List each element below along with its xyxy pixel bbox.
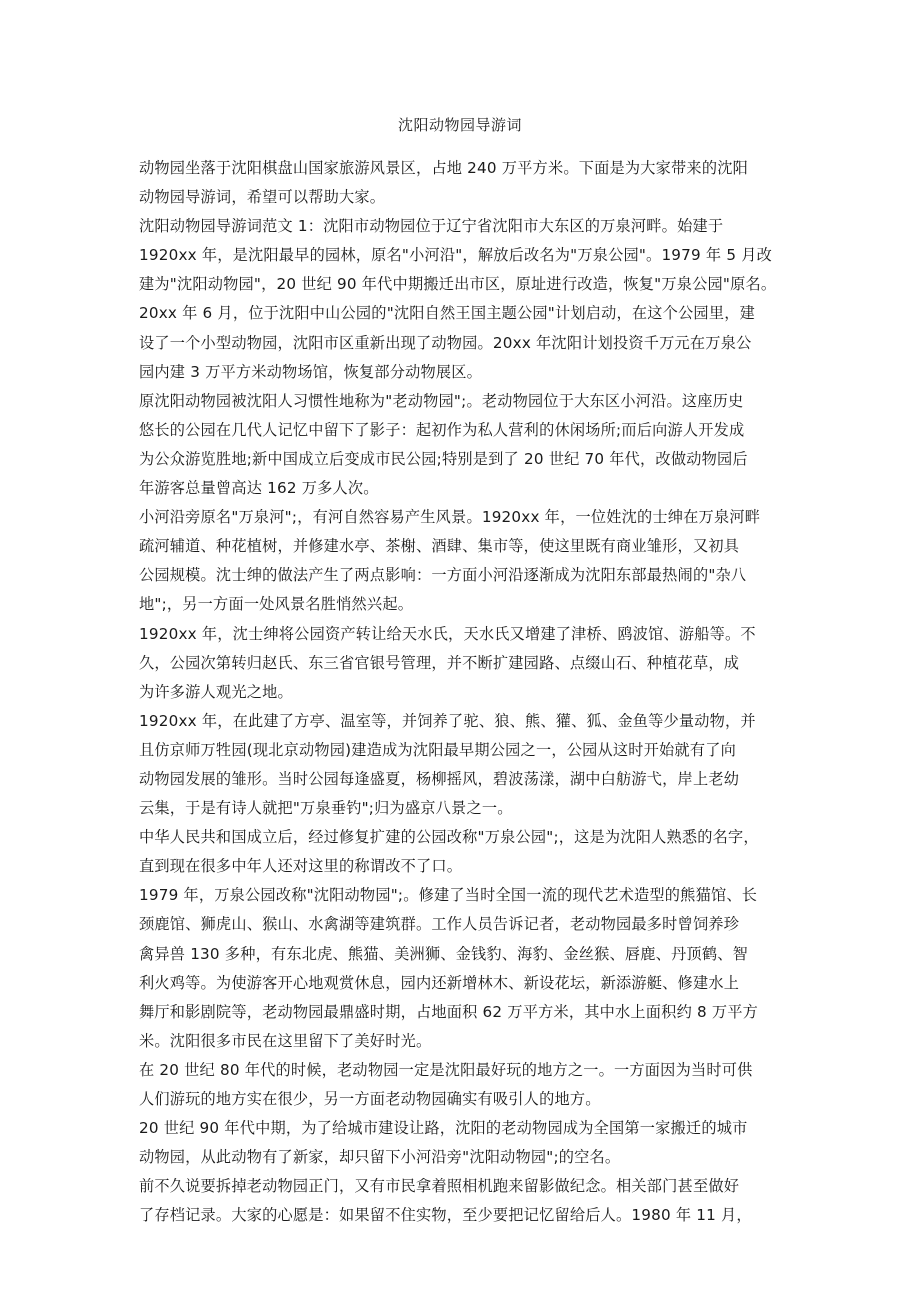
text-line: 1920xx 年，是沈阳最早的园林，原名"小河沿"，解放后改名为"万泉公园"。1979 年 5 月改 <box>139 246 773 265</box>
text-line: 疏河辅道、种花植树，并修建水亭、茶榭、酒肆、集市等，使这里既有商业雏形，又初具 <box>139 537 740 556</box>
text-line: 禽异兽 130 多种，有东北虎、熊猫、美洲狮、金钱豹、海豹、金丝猴、唇鹿、丹顶鹤、智 <box>139 944 748 963</box>
text-line: 为公众游览胜地;新中国成立后变成市民公园;特别是到了 20 世纪 70 年代，改做动物园后 <box>139 449 748 468</box>
text-line: 建为"沈阳动物园"，20 世纪 90 年代中期搬迁出市区，原址进行改造，恢复"万泉公园"原名。 <box>139 275 777 294</box>
text-line: 动物园，从此动物有了新家，却只留下小河沿旁"沈阳动物园";的空名。 <box>139 1148 621 1167</box>
text-line: 为许多游人观光之地。 <box>139 682 293 701</box>
text-line: 云集，于是有诗人就把"万泉垂钓";归为盛京八景之一。 <box>139 799 513 818</box>
text-line: 前不久说要拆掉老动物园正门，又有市民拿着照相机跑来留影做纪念。相关部门甚至做好 <box>139 1177 740 1196</box>
text-line: 且仿京师万牲园(现北京动物园)建造成为沈阳最早期公园之一，公园从这时开始就有了向 <box>139 740 736 759</box>
text-line: 沈阳动物园导游词范文 1：沈阳市动物园位于辽宁省沈阳市大东区的万泉河畔。始建于 <box>139 217 724 236</box>
text-line: 园内建 3 万平方米动物场馆，恢复部分动物展区。 <box>139 362 483 381</box>
document-title: 沈阳动物园导游词 <box>397 116 522 134</box>
text-line: 小河沿旁原名"万泉河";，有河自然容易产生风景。1920xx 年，一位姓沈的士绅在万泉河畔 <box>139 508 761 527</box>
text-line: 了存档记录。大家的心愿是：如果留不住实物，至少要把记忆留给后人。1980 年 11 月， <box>139 1206 752 1225</box>
text-line: 动物园发展的雏形。当时公园每逢盛夏，杨柳摇风，碧波荡漾，湖中白舫游弋，岸上老幼 <box>139 769 740 788</box>
text-line: 悠长的公园在几代人记忆中留下了影子：起初作为私人营利的休闲场所;而后向游人开发成 <box>139 420 745 439</box>
text-line: 动物园导游词，希望可以帮助大家。 <box>139 188 386 207</box>
text-line: 在 20 世纪 80 年代的时候，老动物园一定是沈阳最好玩的地方之一。一方面因为当时可供 <box>139 1060 753 1079</box>
text-line: 动物园坐落于沈阳棋盘山国家旅游风景区，占地 240 万平方米。下面是为大家带来的沈阳 <box>139 159 748 177</box>
text-line: 舞厅和影剧院等，老动物园最鼎盛时期，占地面积 62 万平方米，其中水上面积约 8 万平方 <box>139 1002 759 1021</box>
text-line: 中华人民共和国成立后，经过修复扩建的公园改称"万泉公园";，这是为沈阳人熟悉的名字， <box>139 828 759 847</box>
document-body <box>139 154 794 1230</box>
text-line: 20 世纪 90 年代中期，为了给城市建设让路，沈阳的老动物园成为全国第一家搬迁的城市 <box>139 1119 748 1138</box>
text-line: 原沈阳动物园被沈阳人习惯性地称为"老动物园";。老动物园位于大东区小河沿。这座历史 <box>139 391 744 410</box>
text-line: 年游客总量曾高达 162 万多人次。 <box>139 479 379 498</box>
text-line: 久，公园次第转归赵氏、东三省官银号管理，并不断扩建园路、点缀山石、种植花草，成 <box>139 653 740 672</box>
text-line: 直到现在很多中年人还对这里的称谓改不了口。 <box>139 857 463 876</box>
text-line: 米。沈阳很多市民在这里留下了美好时光。 <box>139 1031 432 1050</box>
text-line: 20xx 年 6 月，位于沈阳中山公园的"沈阳自然王国主题公园"计划启动，在这个公园里，建 <box>139 304 755 323</box>
text-line: 设了一个小型动物园，沈阳市区重新出现了动物园。20xx 年沈阳计划投资千万元在万泉公 <box>139 333 752 352</box>
text-line: 人们游玩的地方实在很少，另一方面老动物园确实有吸引人的地方。 <box>139 1090 601 1108</box>
text-line: 地";，另一方面一处风景名胜悄然兴起。 <box>139 595 414 614</box>
text-line: 公园规模。沈士绅的做法产生了两点影响：一方面小河沿逐渐成为沈阳东部最热闹的"杂八 <box>139 566 747 585</box>
text-line: 利火鸡等。为使游客开心地观赏休息，园内还新增林木、新设花坛，新添游艇、修建水上 <box>139 973 740 992</box>
text-line: 1979 年，万泉公园改称"沈阳动物园";。修建了当时全国一流的现代艺术造型的熊猫馆、长 <box>139 886 758 905</box>
text-line: 颈鹿馆、狮虎山、猴山、水禽湖等建筑群。工作人员告诉记者，老动物园最多时曾饲养珍 <box>139 915 740 934</box>
text-line: 1920xx 年，在此建了方亭、温室等，并饲养了驼、狼、熊、獾、狐、金鱼等少量动物，并 <box>139 711 756 730</box>
text-line: 1920xx 年，沈士绅将公园资产转让给天水氏，天水氏又增建了津桥、鸥波馆、游船等。不 <box>139 624 756 643</box>
